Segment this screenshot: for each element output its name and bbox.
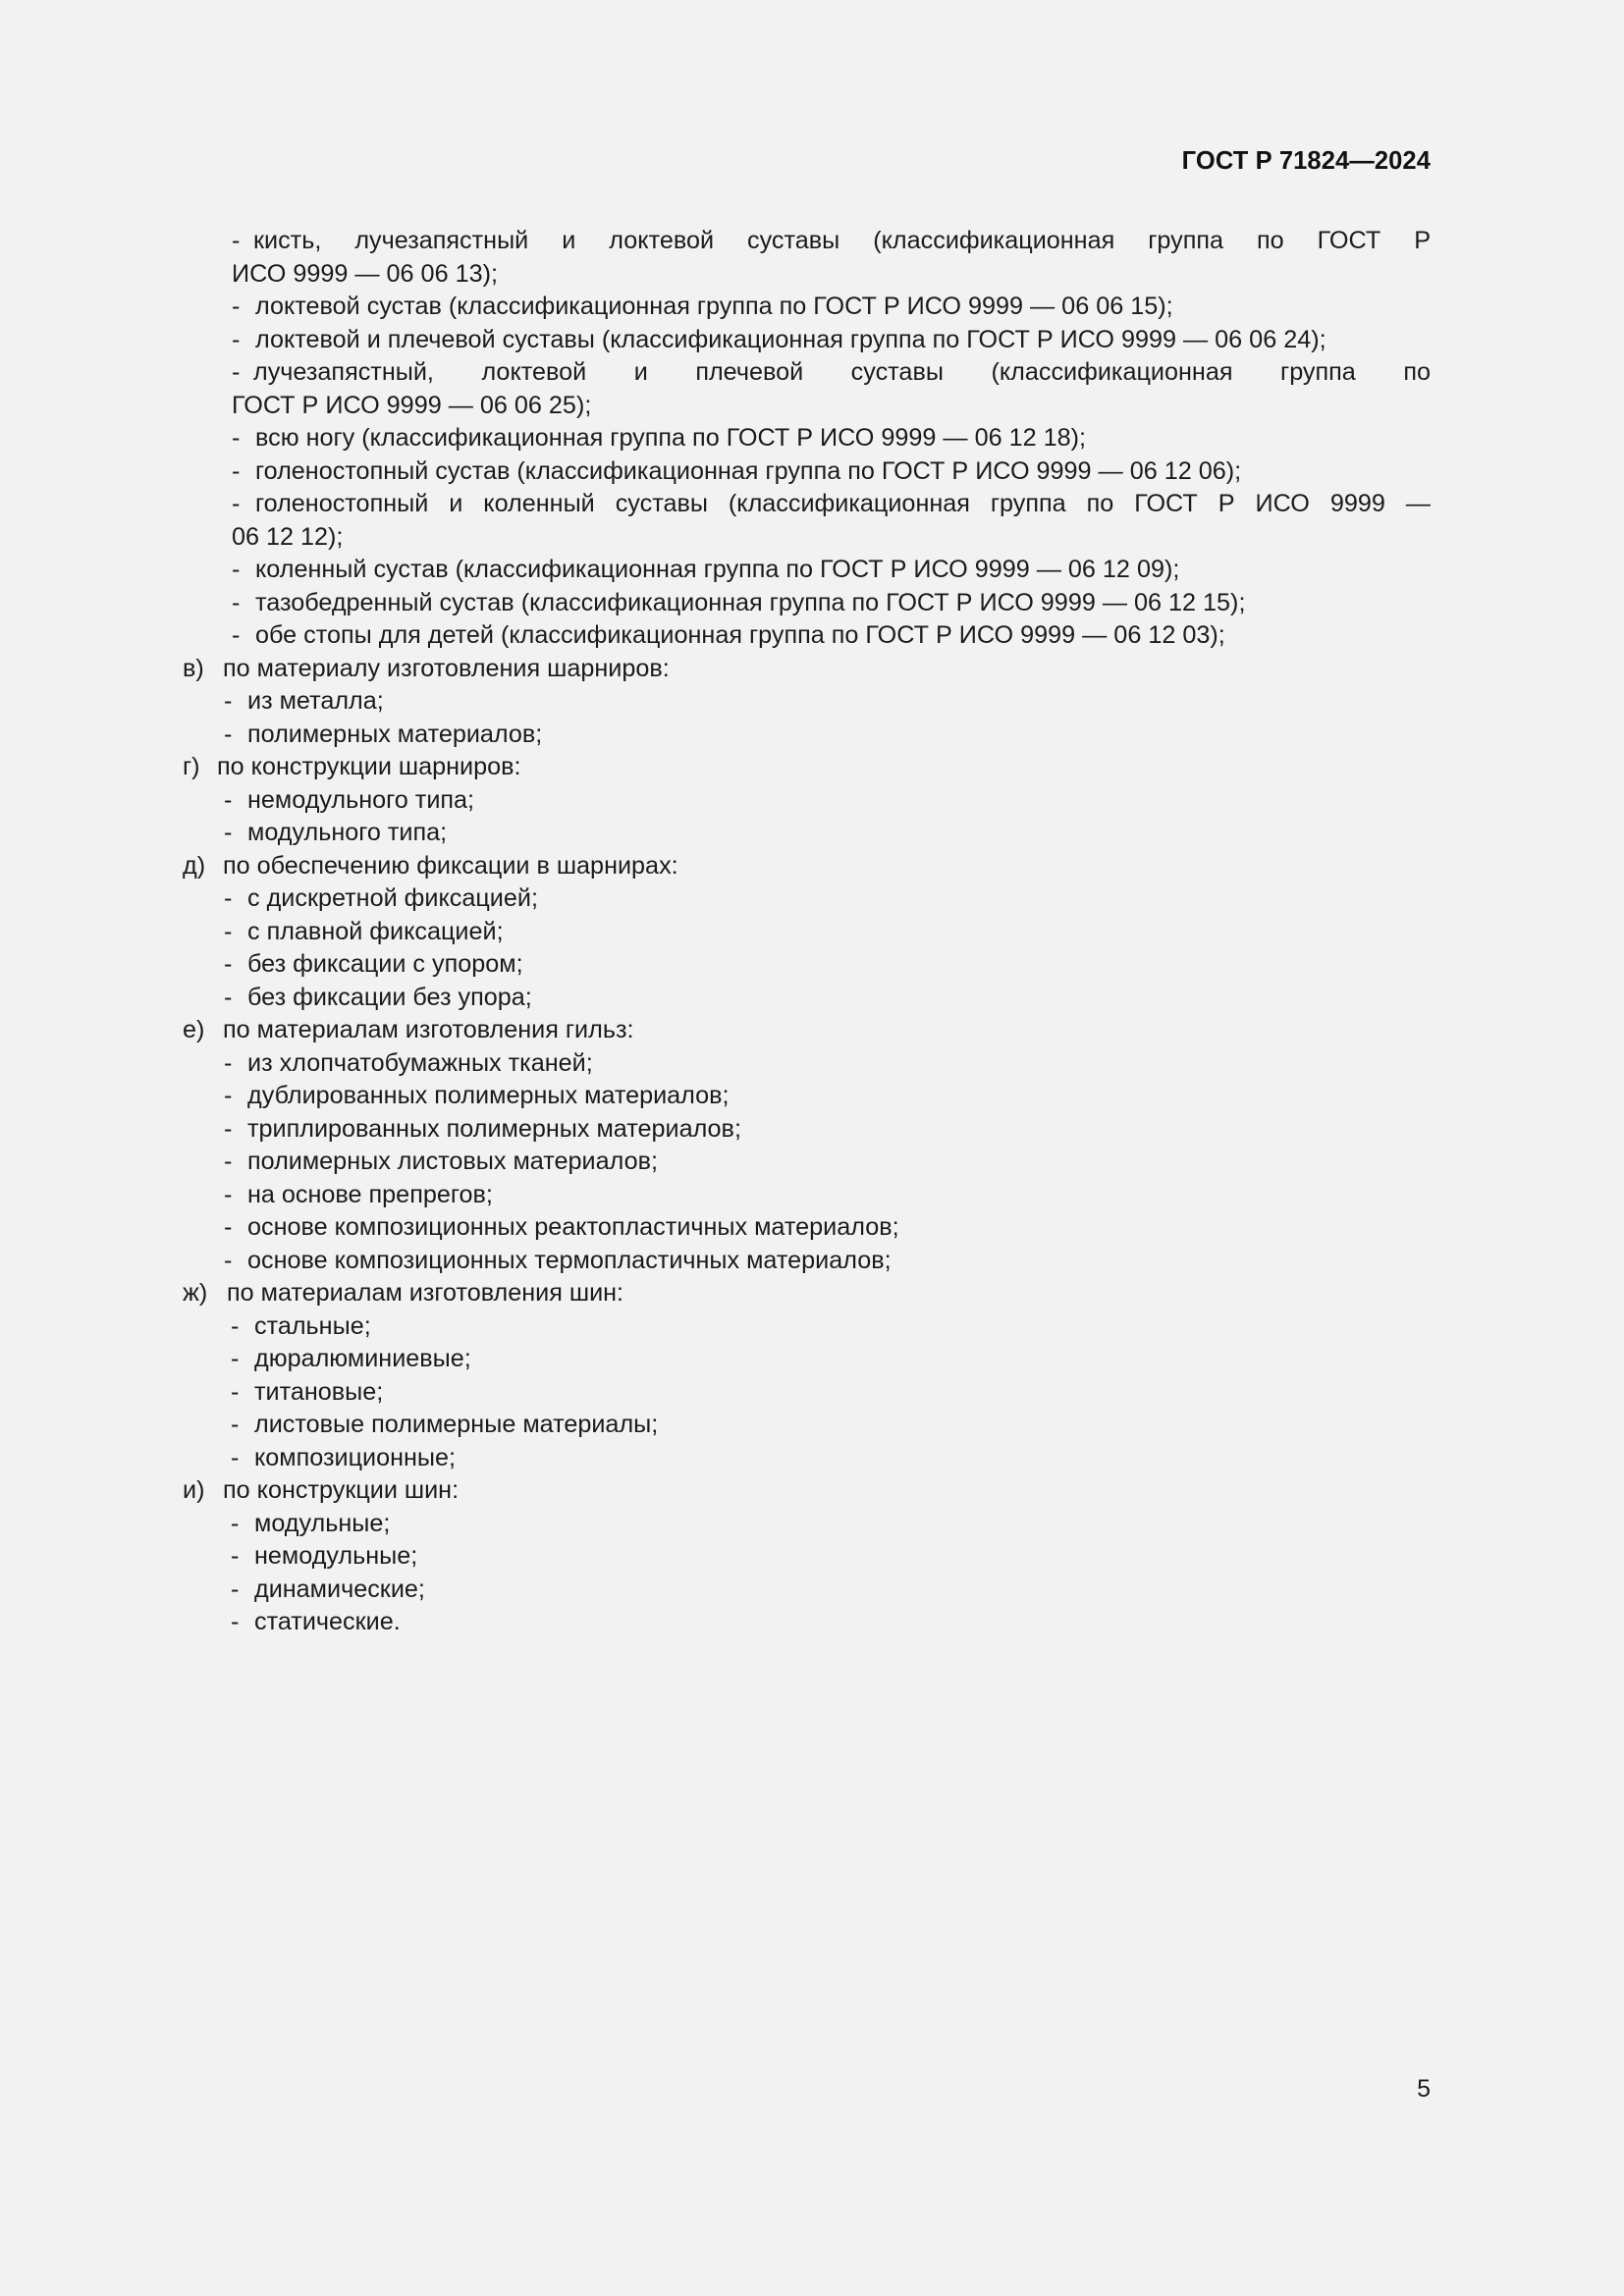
list-item-text: обе стопы для детей (классификационная группа по ГОСТ Р ИСО 9999 — 06 12 03); xyxy=(255,621,1225,649)
section-letter: д) xyxy=(183,851,206,880)
list-item xyxy=(232,324,1431,357)
section-title: по конструкции шин: xyxy=(223,1476,460,1504)
list-dash: - xyxy=(231,1575,240,1603)
list-dash: - xyxy=(232,293,241,320)
list-dash: - xyxy=(224,950,233,978)
list-item xyxy=(183,1047,1431,1081)
list-item xyxy=(183,1179,1431,1212)
list-dash: - xyxy=(224,1048,233,1077)
section-heading xyxy=(183,653,1431,686)
list-dash: - xyxy=(224,819,233,846)
list-item-text: статические. xyxy=(254,1608,401,1635)
list-item-text: листовые полимерные материалы; xyxy=(254,1411,659,1438)
list-dash: - xyxy=(232,456,241,485)
document-body xyxy=(183,225,1431,1639)
list-item xyxy=(183,719,1431,752)
list-item xyxy=(183,1146,1431,1179)
list-item-text: дюралюминиевые; xyxy=(254,1345,471,1372)
list-dash: - xyxy=(232,621,241,649)
section-heading xyxy=(183,1277,1431,1310)
list-item-text: полимерных листовых материалов; xyxy=(247,1148,658,1175)
section-g xyxy=(183,751,1431,850)
list-item-text: с плавной фиксацией; xyxy=(247,917,504,945)
document-code: ГОСТ Р 71824—2024 xyxy=(1181,147,1431,175)
section-letter: г) xyxy=(183,753,200,780)
list-item xyxy=(183,1376,1431,1410)
list-item-text: модульного типа; xyxy=(247,819,448,846)
list-dash: - xyxy=(232,556,241,583)
list-item xyxy=(232,291,1431,324)
section-i xyxy=(183,1474,1431,1639)
list-item-text: немодульного типа; xyxy=(247,785,475,814)
list-dash: - xyxy=(224,720,233,748)
section-letter: в) xyxy=(183,654,204,682)
list-dash: - xyxy=(231,1443,240,1471)
list-dash: - xyxy=(224,1148,233,1175)
list-item-text: основе композиционных реактопластичных материалов; xyxy=(247,1213,899,1241)
list-item xyxy=(183,916,1431,949)
section-title: по обеспечению фиксации в шарнирах: xyxy=(223,851,678,880)
list-item xyxy=(183,1310,1431,1344)
list-item-text: композиционные; xyxy=(254,1443,457,1471)
list-item xyxy=(232,356,1431,390)
list-item-text: коленный сустав (классификационная группа по ГОСТ Р ИСО 9999 — 06 12 09); xyxy=(255,556,1180,583)
list-item-continuation: ИСО 9999 — 06 06 13); xyxy=(232,259,498,288)
list-dash: - xyxy=(224,785,233,814)
list-item-text: триплированных полимерных материалов; xyxy=(247,1114,741,1143)
list-dash: - xyxy=(224,1114,233,1143)
list-dash: - xyxy=(231,1377,240,1406)
list-item xyxy=(183,948,1431,982)
list-item-text: лучезапястный, локтевой и плечевой суставы (классификационная группа по xyxy=(253,358,1431,386)
section-letter: и) xyxy=(183,1476,205,1504)
section-zh xyxy=(183,1277,1431,1474)
section-title: по материалам изготовления шин: xyxy=(227,1279,624,1307)
list-dash: - xyxy=(224,1082,233,1109)
list-item-continuation: 06 12 12); xyxy=(232,522,344,551)
list-item-text: с дискретной фиксацией; xyxy=(247,884,538,912)
list-item xyxy=(183,685,1431,719)
list-dash: - xyxy=(224,884,233,912)
section-letter: ж) xyxy=(183,1279,208,1307)
list-item xyxy=(183,1540,1431,1574)
list-item xyxy=(232,587,1431,620)
list-item-text: на основе препрегов; xyxy=(247,1180,493,1208)
list-item xyxy=(183,1113,1431,1147)
list-item-text: голеностопный сустав (классификационная группа по ГОСТ Р ИСО 9999 — 06 12 06); xyxy=(255,456,1242,485)
list-dash: - xyxy=(224,687,233,715)
list-item-text: кисть, лучезапястный и локтевой суставы (классификационная группа по ГОСТ Р xyxy=(253,227,1431,254)
list-item-text: дублированных полимерных материалов; xyxy=(247,1082,730,1109)
list-item-text: из хлопчатобумажных тканей; xyxy=(247,1048,593,1077)
list-dash: - xyxy=(231,1345,240,1372)
list-item xyxy=(183,1080,1431,1113)
list-item xyxy=(183,1574,1431,1607)
list-dash: - xyxy=(231,1608,240,1635)
list-item xyxy=(183,784,1431,818)
list-dash: - xyxy=(224,917,233,945)
list-item xyxy=(232,554,1431,587)
list-item-text: немодульные; xyxy=(254,1542,418,1570)
list-dash: - xyxy=(231,1311,240,1340)
list-item xyxy=(183,1409,1431,1442)
list-item-text: голеностопный и коленный суставы (классификационная группа по ГОСТ Р ИСО 9999 — xyxy=(255,490,1431,517)
list-dash: - xyxy=(231,1509,240,1537)
list-item-text: динамические; xyxy=(254,1575,425,1603)
list-item xyxy=(232,619,1431,653)
section-title: по материалу изготовления шарниров: xyxy=(223,654,670,682)
list-item xyxy=(183,1245,1431,1278)
list-dash: - xyxy=(224,1213,233,1241)
list-item xyxy=(232,455,1431,489)
section-title: по материалам изготовления гильз: xyxy=(223,1016,634,1043)
list-item xyxy=(183,1606,1431,1639)
list-dash: - xyxy=(232,490,241,517)
list-dash: - xyxy=(231,1542,240,1570)
section-v xyxy=(183,653,1431,752)
list-dash: - xyxy=(231,1411,240,1438)
section-heading xyxy=(183,850,1431,883)
list-item-text: полимерных материалов; xyxy=(247,720,543,748)
section-heading xyxy=(183,1474,1431,1508)
list-item xyxy=(183,882,1431,916)
section-title: по конструкции шарниров: xyxy=(217,753,521,780)
page-number: 5 xyxy=(1417,2075,1431,2103)
list-item-text: тазобедренный сустав (классификационная группа по ГОСТ Р ИСО 9999 — 06 12 15); xyxy=(255,588,1246,616)
list-dash: - xyxy=(224,1180,233,1208)
section-d xyxy=(183,850,1431,1015)
list-item-text: без фиксации с упором; xyxy=(247,950,523,978)
list-item-text: стальные; xyxy=(254,1311,371,1340)
list-item xyxy=(183,982,1431,1015)
list-item-continuation: ГОСТ Р ИСО 9999 — 06 06 25); xyxy=(232,391,592,419)
list-item-text: локтевой сустав (классификационная группа по ГОСТ Р ИСО 9999 — 06 06 15); xyxy=(255,293,1173,320)
list-item-text: модульные; xyxy=(254,1509,391,1537)
list-dash: - xyxy=(232,325,241,353)
list-dash: - xyxy=(224,983,233,1011)
list-item xyxy=(183,1442,1431,1475)
section-heading xyxy=(183,1014,1431,1047)
list-item xyxy=(232,488,1431,521)
list-item xyxy=(183,1211,1431,1245)
list-dash: - xyxy=(232,358,241,386)
section-letter: е) xyxy=(183,1016,205,1043)
list-item-text: из металла; xyxy=(247,687,384,715)
list-item-text: всю ногу (классификационная группа по ГОСТ Р ИСО 9999 — 06 12 18); xyxy=(255,424,1087,452)
list-item-text: основе композиционных термопластичных материалов; xyxy=(247,1246,892,1274)
list-dash: - xyxy=(232,227,241,254)
section-e xyxy=(183,1014,1431,1277)
list-item xyxy=(232,225,1431,258)
list-item-text: без фиксации без упора; xyxy=(247,983,532,1011)
list-item-text: титановые; xyxy=(254,1377,384,1406)
list-item xyxy=(232,422,1431,455)
list-item xyxy=(183,1343,1431,1376)
list-dash: - xyxy=(232,424,241,452)
joint-list xyxy=(183,225,1431,653)
list-dash: - xyxy=(224,1246,233,1274)
section-heading xyxy=(183,751,1431,784)
list-item xyxy=(183,817,1431,850)
list-item xyxy=(183,1508,1431,1541)
list-dash: - xyxy=(232,588,241,616)
list-item-text: локтевой и плечевой суставы (классификационная группа по ГОСТ Р ИСО 9999 — 06 06 24); xyxy=(255,325,1326,353)
